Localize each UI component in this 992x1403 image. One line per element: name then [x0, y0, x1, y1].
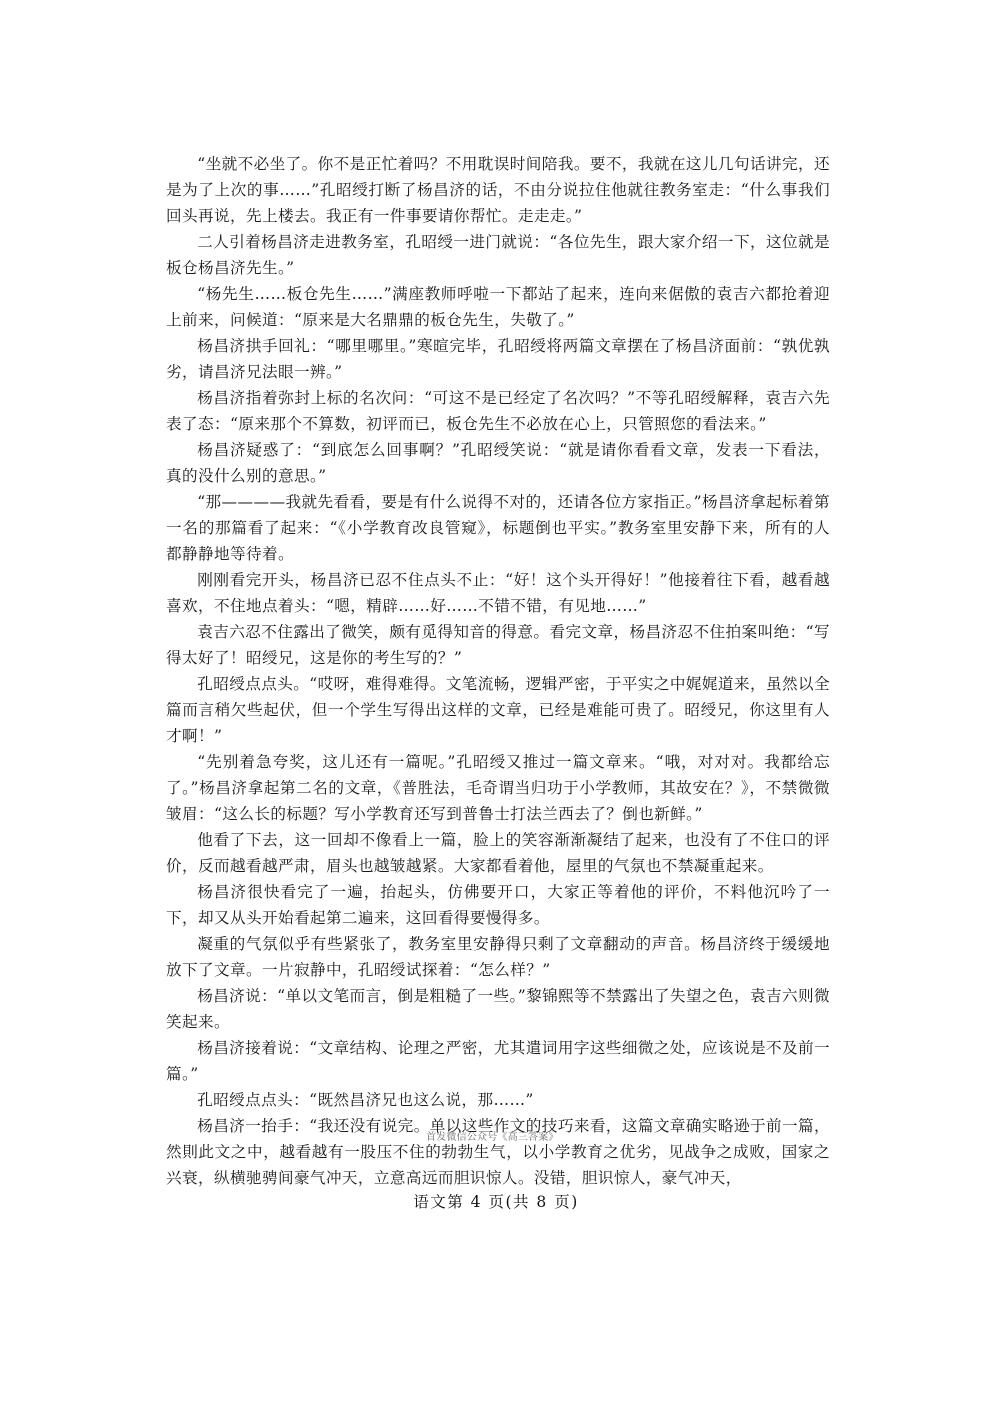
- page-footer: 语文第 4 页(共 8 页): [413, 1193, 579, 1211]
- paragraph-6: 杨昌济疑惑了：“到底怎么回事啊？”孔昭绶笑说：“就是请你看看文章，发表一下看法，真的没什么别的意思。”: [166, 441, 830, 485]
- paragraph-11: “先别着急夸奖，这儿还有一篇呢。”孔昭绶又推过一篇文章来。“哦，对对对。我都给忘了。”杨昌济拿起第二名的文章，《普胜法，毛奇谓当归功于小学教师，其故安在？》，不禁微微皱眉：“这么长的标题？写小学教育还写到普鲁士打法兰西去了？倒也新鲜。”: [166, 753, 830, 823]
- paragraph-15: 杨昌济说：“单以文笔而言，倒是粗糙了一些。”黎锦熙等不禁露出了失望之色，袁吉六则微笑起来。: [166, 987, 830, 1031]
- paragraph-1: “坐就不必坐了。你不是正忙着吗？不用耽误时间陪我。要不，我就在这儿几句话讲完，还是为了上次的事……”孔昭绶打断了杨昌济的话，不由分说拉住他就往教务室走：“什么事我们回头再说，先上楼去。我正有一件事要请你帮忙。走走走。”: [166, 155, 830, 225]
- paragraph-17: 孔昭绶点点头：“既然昌济兄也这么说，那……”: [197, 1091, 534, 1109]
- paragraph-16: 杨昌济接着说：“文章结构、论理之严密，尤其遣词用字这些细微之处，应该说是不及前一篇。”: [166, 1039, 830, 1083]
- paragraph-2: 二人引着杨昌济走进教务室，孔昭绶一进门就说：“各位先生，跟大家介绍一下，这位就是板仓杨昌济先生。”: [166, 233, 830, 277]
- paragraph-7: “那————我就先看看，要是有什么说得不对的，还请各位方家指正。”杨昌济拿起标着第一名的那篇看了起来：“《小学教育改良管窥》，标题倒也平实。”教务室里安静下来，所有的人都静静地等待着。: [166, 493, 830, 563]
- paragraph-9: 袁吉六忍不住露出了微笑，颇有觅得知音的得意。看完文章，杨昌济忍不住拍案叫绝：“写得太好了！昭绶兄，这是你的考生写的？”: [166, 623, 830, 667]
- paragraph-3: “杨先生……板仓先生……”满座教师呼啦一下都站了起来，连向来倨傲的袁吉六都抢着迎上前来，问候道：“原来是大名鼎鼎的板仓先生，失敬了。”: [166, 285, 830, 329]
- document-body: [166, 151, 830, 1191]
- paragraph-10: 孔昭绶点点头。“哎呀，难得难得。文笔流畅，逻辑严密，于平实之中娓娓道来，虽然以全篇而言稍欠些起伏，但一个学生写得出这样的文章，已经是难能可贵了。昭绶兄，你这里有人才啊！”: [166, 675, 830, 745]
- paragraph-14: 凝重的气氛似乎有些紧张了，教务室里安静得只剩了文章翻动的声音。杨昌济终于缓缓地放下了文章。一片寂静中，孔昭绶试探着：“怎么样？”: [166, 935, 830, 979]
- paragraph-18: 杨昌济一抬手：“我还没有说完。单以这些作文的技巧来看，这篇文章确实略逊于前一篇，然則此文之中，越看越有一股压不住的勃勃生气，以小学教育之优劣，见战争之成败，国家之兴衰，纵横驰骋间豪气冲天，立意高远而胆识惊人。没错，胆识惊人，豪气冲天，: [166, 1117, 830, 1187]
- watermark-text: 首发微信公众号《高三答案》: [426, 1132, 559, 1143]
- paragraph-8: 刚刚看完开头，杨昌济已忍不住点头不止：“好！这个头开得好！”他接着往下看，越看越喜欢，不住地点着头：“嗯，精辟……好……不错不错，有见地……”: [166, 571, 830, 615]
- paragraph-4: 杨昌济拱手回礼：“哪里哪里。”寒暄完毕，孔昭绶将两篇文章摆在了杨昌济面前：“孰优孰劣，请昌济兄法眼一辨。”: [166, 337, 830, 381]
- paragraph-5: 杨昌济指着弥封上标的名次问：“可这不是已经定了名次吗？”不等孔昭绶解释，袁吉六先表了态：“原来那个不算数，初评而已，板仓先生不必放在心上，只管照您的看法来。”: [166, 389, 830, 433]
- paragraph-13: 杨昌济很快看完了一遍，抬起头，仿佛要开口，大家正等着他的评价，不料他沉吟了一下，却又从头开始看起第二遍来，这回看得要慢得多。: [166, 883, 830, 927]
- paragraph-12: 他看了下去，这一回却不像看上一篇，脸上的笑容渐渐凝结了起来，也没有了不住口的评价，反而越看越严肃，眉头也越皱越紧。大家都看着他，屋里的气氛也不禁凝重起来。: [166, 831, 830, 875]
